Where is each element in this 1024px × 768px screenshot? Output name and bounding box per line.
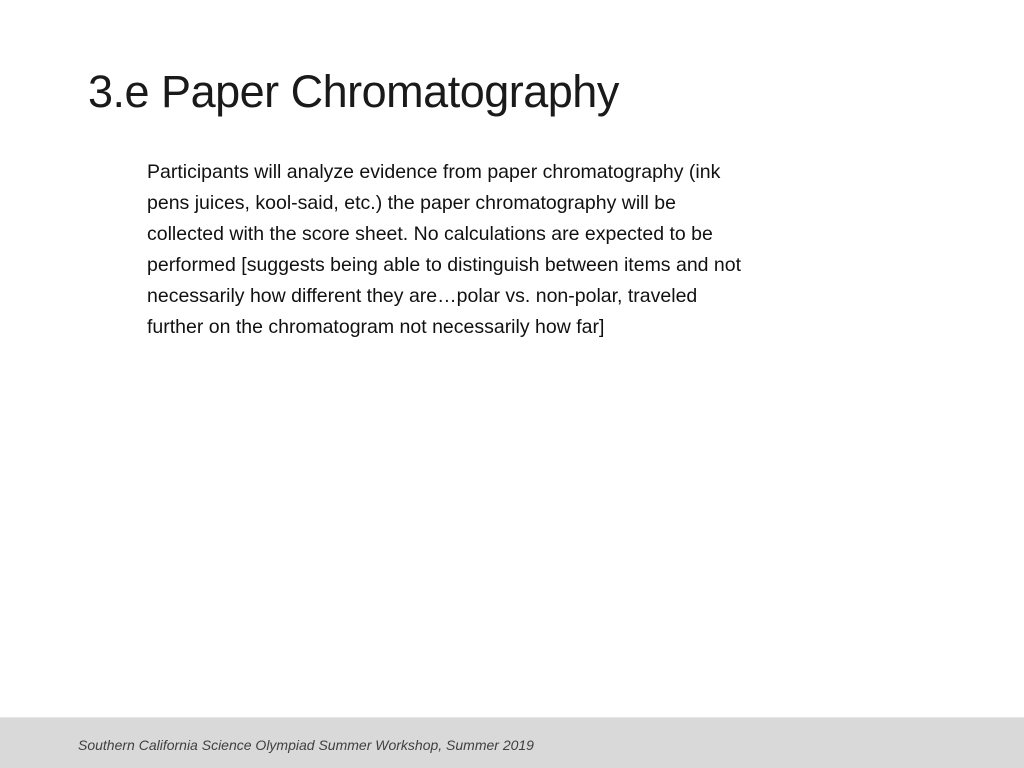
footer-bar [0,717,1024,768]
slide-title: 3.e Paper Chromatography [88,66,619,117]
body-line: necessarily how different they are…polar vs. non-polar, traveled [147,285,698,307]
body-line: collected with the score sheet. No calculations are expected to be [147,223,713,245]
body-line: Participants will analyze evidence from paper chromatography (ink [147,161,721,183]
body-line: performed [suggests being able to distinguish between items and not [147,254,742,276]
body-line: pens juices, kool-said, etc.) the paper chromatography will be [147,192,676,214]
body-line: further on the chromatogram not necessarily how far] [147,316,605,338]
footer-text: Southern California Science Olympiad Summer Workshop, Summer 2019 [78,737,534,753]
slide-body-paragraph [147,157,877,343]
